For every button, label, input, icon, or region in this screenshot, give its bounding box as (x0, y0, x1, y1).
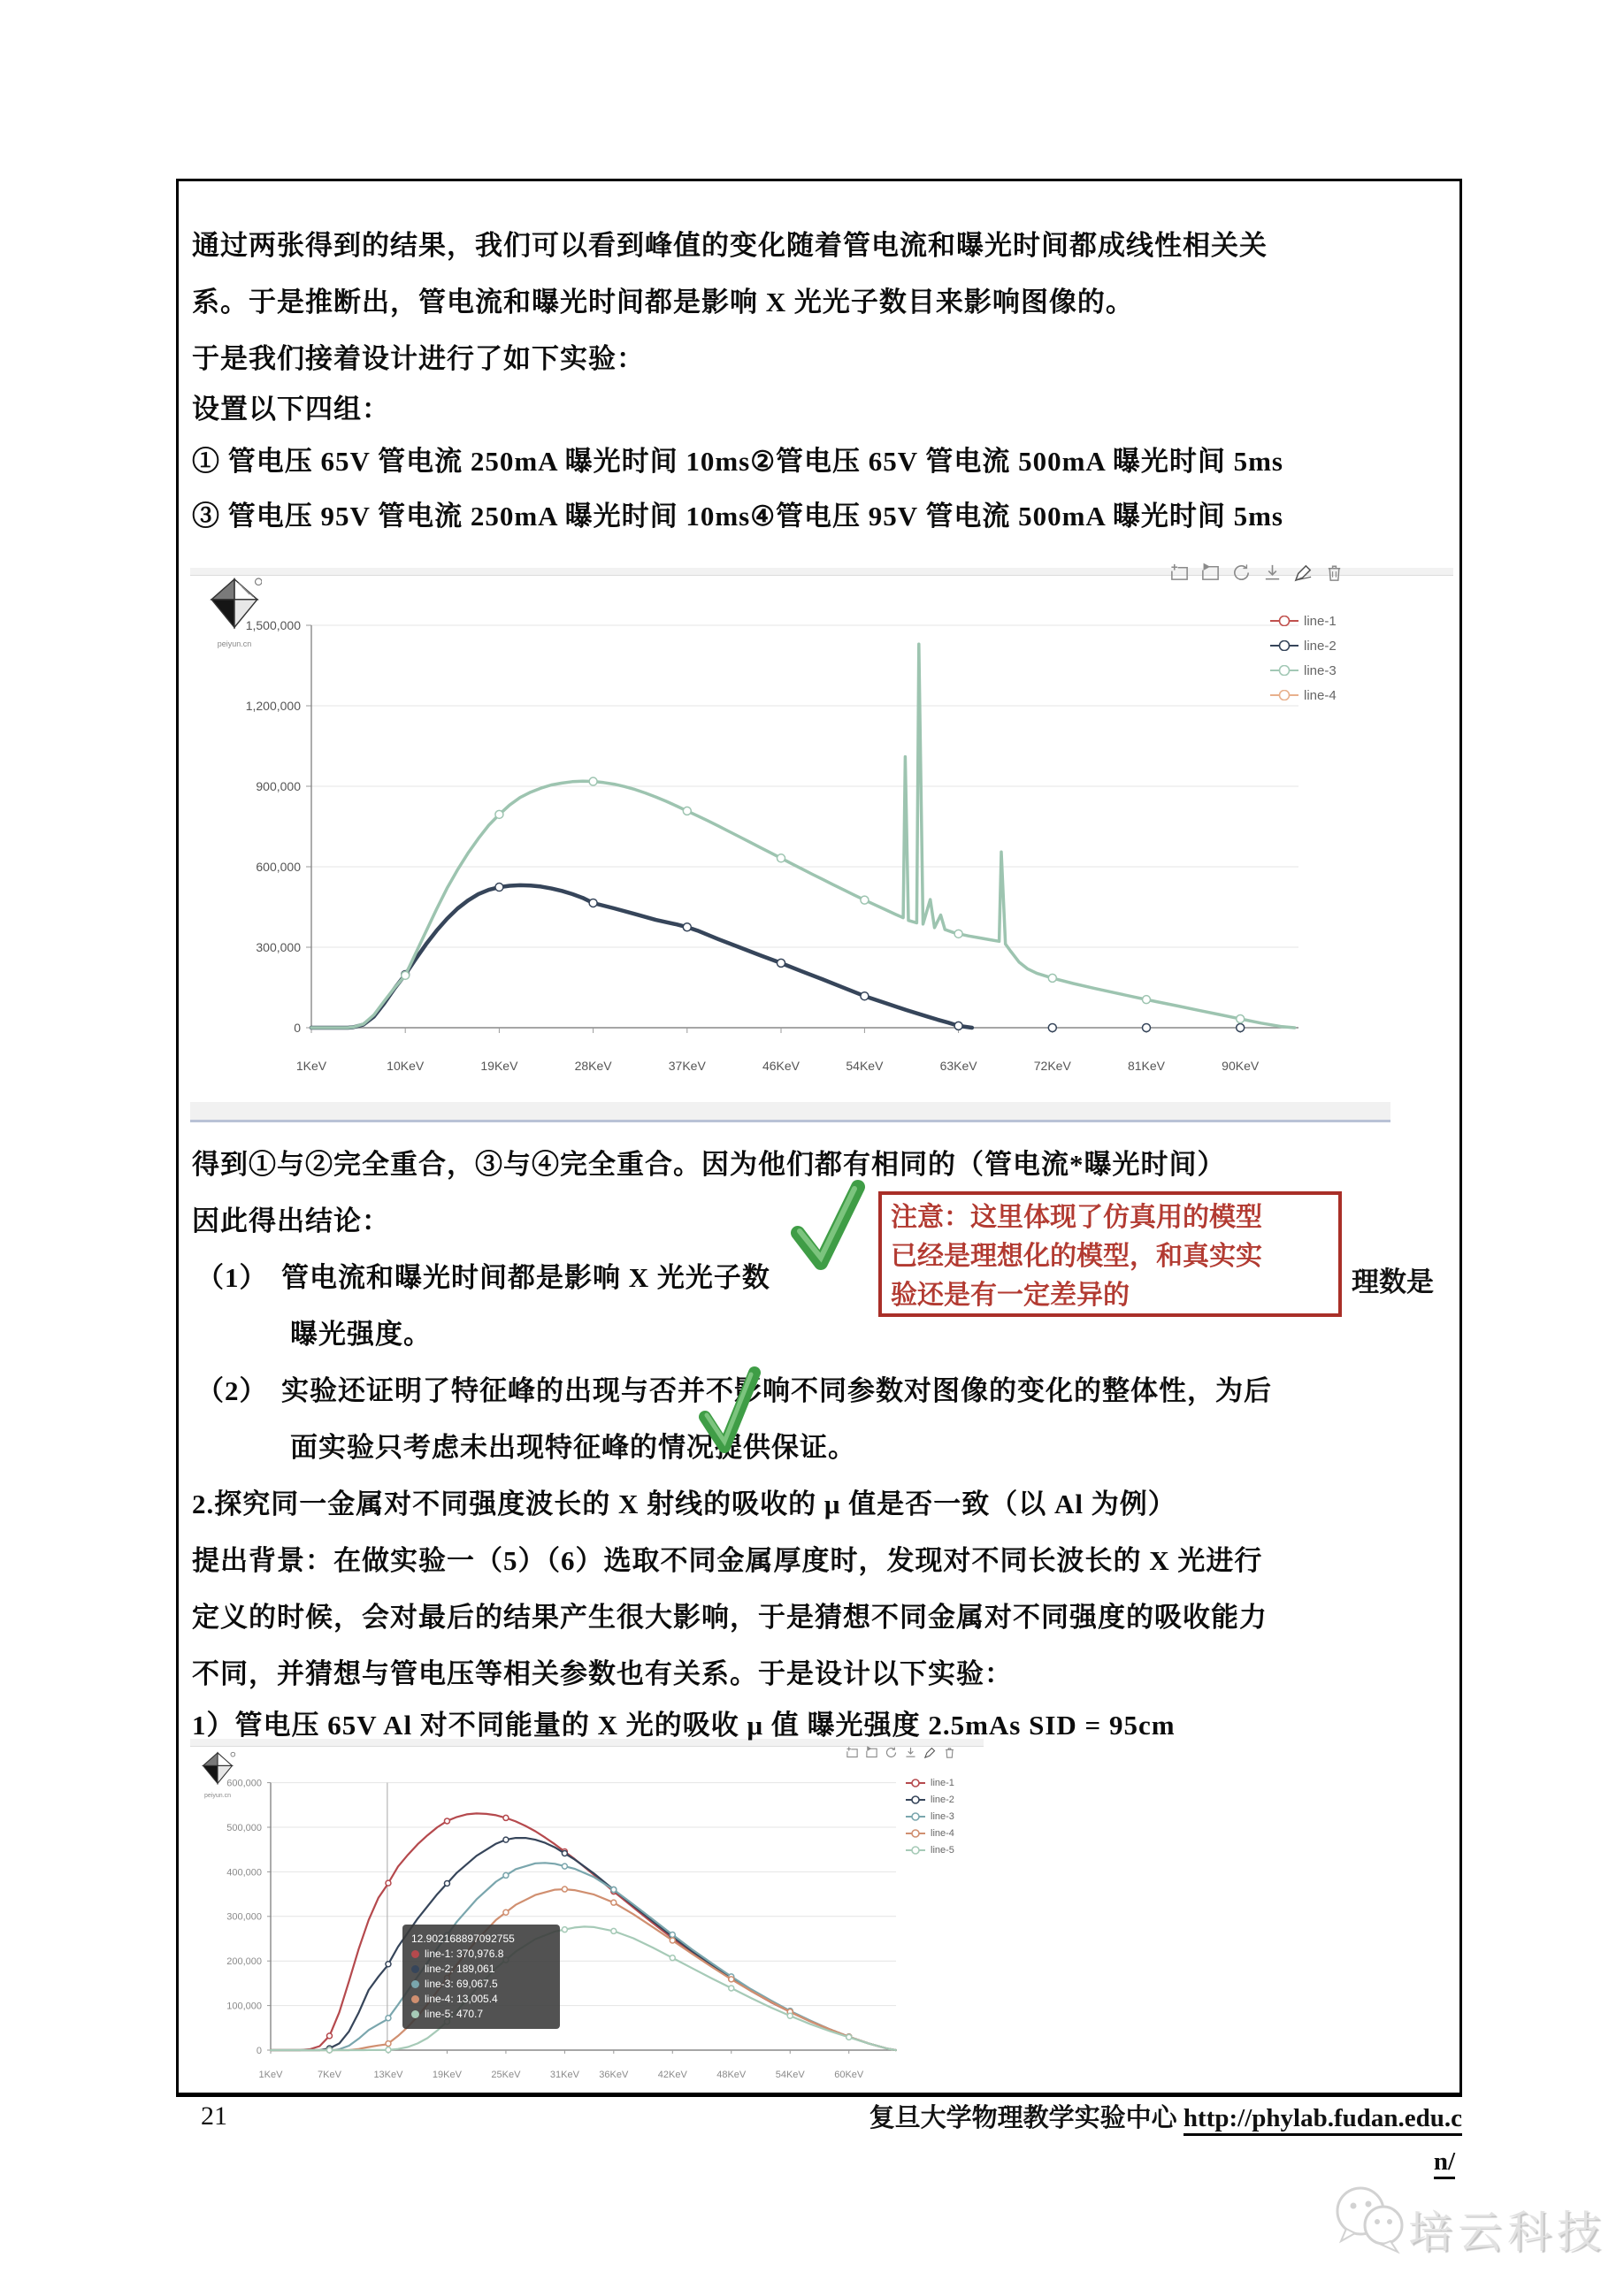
series-marker (562, 1850, 567, 1856)
tooltip-series-dot (411, 1995, 419, 2003)
x-axis-label: 81KeV (1127, 1059, 1166, 1073)
legend-marker-icon (1270, 665, 1298, 676)
series-marker (787, 2013, 793, 2018)
legend-label: line-4 (1304, 687, 1337, 703)
tooltip-series-dot (411, 1980, 419, 1988)
x-axis-label: 13KeV (373, 2070, 403, 2080)
refresh-icon[interactable] (1231, 563, 1252, 587)
chart1-logo (207, 577, 269, 648)
chart1-bottom-scroll-strip[interactable] (190, 1102, 1390, 1122)
tooltip-row (411, 1962, 551, 1977)
legend-marker-icon (1270, 616, 1298, 626)
series-marker (444, 1818, 449, 1824)
series-curve (311, 885, 972, 1028)
edit-pencil-icon[interactable] (923, 1746, 937, 1764)
section-2-heading: 2.探究同一金属对不同强度波长的 X 射线的吸收的 μ 值是否一致（以 Al 为例） (192, 1489, 1176, 1519)
tooltip-row (411, 1992, 551, 2007)
legend-item-line-1[interactable] (906, 1774, 954, 1791)
x-axis-label: 54KeV (846, 1059, 884, 1073)
paragraph-line: 不同，并猜想与管电压等相关参数也有关系。于是设计以下实验： (192, 1658, 1013, 1689)
x-axis-label: 31KeV (549, 2070, 579, 2080)
series-marker (670, 1955, 675, 1961)
legend-marker-icon (906, 1778, 925, 1788)
experiment-2-setup: 1）管电压 65V Al 对不同能量的 X 光的吸收 μ 值 曝光强度 2.5mAs SID = 95cm (192, 1710, 1176, 1741)
list-marker-2: （2） (196, 1375, 268, 1406)
legend-item-line-1[interactable] (1270, 608, 1337, 633)
series-marker (589, 777, 597, 785)
series-marker (386, 1962, 391, 1967)
paragraph-line: 提出背景：在做实验一（5）（6）选取不同金属厚度时，发现对不同长波长的 X 光进行 (192, 1545, 1263, 1576)
x-axis-label: 46KeV (762, 1059, 801, 1073)
legend-item-line-2[interactable] (1270, 633, 1337, 658)
x-axis-label: 42KeV (657, 2070, 687, 2080)
series-marker (611, 1900, 617, 1905)
paragraph-line: 系。于是推断出，管电流和曝光时间都是影响 X 光光子数目来影响图像的。 (192, 287, 1134, 318)
series-marker (562, 1887, 567, 1892)
experiment-group-3-4: ③ 管电压 95V 管电流 250mA 曝光时间 10ms④管电压 95V 管电流 500mA 曝光时间 5ms (192, 501, 1283, 532)
chart2-legend (906, 1774, 954, 1858)
y-axis-label: 400,000 (226, 1867, 262, 1879)
series-marker (562, 1927, 567, 1932)
x-axis-label: 37KeV (668, 1059, 706, 1073)
refresh-icon[interactable] (885, 1746, 898, 1764)
tooltip-series-dot (411, 1950, 419, 1958)
series-marker (1143, 1024, 1151, 1032)
chart2-toolbar (846, 1746, 956, 1764)
series-marker (386, 2047, 391, 2053)
x-axis-label: 63KeV (939, 1059, 977, 1073)
legend-marker-icon (906, 1845, 925, 1856)
legend-item-line-4[interactable] (1270, 683, 1337, 708)
series-marker (444, 1881, 449, 1887)
series-marker (861, 992, 869, 1000)
series-marker (1237, 1024, 1245, 1032)
footer-org: 复旦大学物理教学实验中心 (869, 2104, 1177, 2132)
tooltip-series-value: line-3: 69,067.5 (425, 1978, 498, 1990)
tooltip-series-dot (411, 2010, 419, 2018)
chart1-toolbar (1169, 563, 1344, 587)
legend-label: line-2 (1304, 638, 1337, 654)
series-marker (562, 1864, 567, 1869)
y-axis-label: 500,000 (226, 1822, 262, 1833)
series-marker (503, 1837, 509, 1842)
x-axis-label: 72KeV (1033, 1059, 1071, 1073)
legend-marker-icon (906, 1828, 925, 1839)
x-axis-label: 10KeV (387, 1059, 425, 1073)
watermark-brand: 培云科技 (1408, 2208, 1606, 2257)
tooltip-series-dot (411, 1965, 419, 1973)
series-marker (861, 896, 869, 904)
paragraph-line: 得到①与②完全重合，③与④完全重合。因为他们都有相同的（管电流*曝光时间） (192, 1149, 1226, 1180)
y-axis-label: 1,500,000 (245, 617, 301, 632)
x-axis-label: 54KeV (775, 2070, 805, 2080)
annotation-note-box (878, 1191, 1342, 1317)
series-marker (495, 810, 503, 818)
y-axis-label: 0 (294, 1020, 301, 1035)
legend-marker-icon (906, 1795, 925, 1805)
legend-item-line-3[interactable] (1270, 658, 1337, 683)
series-marker (326, 2047, 332, 2053)
trash-icon[interactable] (943, 1746, 956, 1764)
paragraph-line: 面实验只考虑未出现特征峰的情况提供保证。 (290, 1432, 856, 1463)
conclusion-2-text: 实验还证明了特征峰的出现与否并不影响不同参数对图像的变化的整体性，为后 (281, 1375, 1272, 1406)
series-marker (954, 930, 962, 938)
gem-logo-icon (207, 577, 262, 635)
chart1-logo-caption: peiyun.cn (217, 639, 252, 648)
y-axis-label: 600,000 (226, 1778, 262, 1789)
series-curve (271, 1813, 896, 2050)
legend-item-line-3[interactable] (906, 1808, 954, 1825)
x-axis-label: 60KeV (834, 2070, 864, 2080)
legend-label: line-3 (1304, 662, 1337, 678)
chart2-logo-caption: peiyun.cn (204, 1793, 231, 1799)
legend-marker-icon (1270, 640, 1298, 651)
x-axis-label: 1KeV (258, 2070, 283, 2080)
series-marker (386, 2041, 391, 2047)
download-icon[interactable] (904, 1746, 917, 1764)
y-axis-label: 1,200,000 (245, 698, 301, 713)
y-axis-label: 300,000 (226, 1911, 262, 1923)
chart1-legend (1270, 608, 1337, 708)
x-axis-label: 36KeV (599, 2070, 629, 2080)
series-curve (271, 1889, 896, 2050)
legend-label: line-2 (931, 1794, 954, 1805)
y-axis-label: 100,000 (226, 2001, 262, 2012)
legend-item-line-4[interactable] (906, 1825, 954, 1841)
chart2-tooltip (402, 1925, 560, 2029)
series-marker (1237, 1014, 1245, 1022)
x-axis-label: 1KeV (295, 1059, 327, 1073)
series-marker (729, 1977, 734, 1982)
series-marker (1048, 1024, 1056, 1032)
zoom-select-icon[interactable] (1169, 563, 1190, 587)
x-axis-label: 90KeV (1222, 1059, 1260, 1073)
covered-text-fragment: 理数是 (1352, 1267, 1434, 1297)
series-marker (778, 959, 785, 967)
series-marker (589, 899, 597, 907)
tooltip-series-value: line-5: 470.7 (425, 2008, 484, 2020)
edit-pencil-icon[interactable] (1293, 563, 1314, 587)
legend-label: line-4 (931, 1827, 954, 1839)
legend-label: line-1 (931, 1777, 954, 1788)
x-axis-label: 28KeV (574, 1059, 612, 1073)
experiment-group-1-2: ① 管电压 65V 管电流 250mA 曝光时间 10ms②管电压 65V 管电流 500mA 曝光时间 5ms (192, 446, 1283, 477)
y-axis-label: 300,000 (256, 939, 301, 954)
series-marker (386, 2016, 391, 2021)
series-marker (503, 1815, 509, 1820)
tooltip-row (411, 1977, 551, 1992)
paragraph-line: 因此得出结论： (192, 1205, 390, 1236)
series-marker (611, 1928, 617, 1933)
legend-marker-icon (1270, 690, 1298, 700)
x-axis-label: 48KeV (716, 2070, 747, 2080)
series-marker (495, 884, 503, 892)
footer-url-link-wrap[interactable]: n/ (1434, 2147, 1455, 2179)
series-marker (386, 1880, 391, 1886)
legend-label: line-3 (931, 1810, 954, 1822)
series-curve (271, 1863, 896, 2050)
legend-item-line-5[interactable] (906, 1841, 954, 1858)
paragraph-line: 设置以下四组： (192, 394, 390, 425)
series-marker (683, 807, 691, 815)
series-marker (670, 1938, 675, 1943)
list-marker-1: （1） (196, 1262, 268, 1293)
paragraph-line: 定义的时候，会对最后的结果产生很大影响，于是猜想不同金属对不同强度的吸收能力 (192, 1602, 1268, 1633)
legend-marker-icon (906, 1811, 925, 1822)
series-curve (271, 1926, 896, 2050)
series-marker (326, 2033, 332, 2039)
series-marker (846, 2034, 852, 2040)
series-marker (402, 971, 410, 979)
annotation-line: 验还是有一定差异的 (891, 1281, 1130, 1310)
series-marker (670, 1932, 675, 1937)
x-axis-label: 19KeV (480, 1059, 518, 1073)
y-axis-label: 600,000 (256, 859, 301, 874)
series-marker (503, 1872, 509, 1878)
tooltip-series-value: line-4: 13,005.4 (425, 1993, 498, 2005)
annotation-line: 已经是理想化的模型，和真实实 (891, 1242, 1262, 1271)
zoom-reset-icon[interactable] (1200, 563, 1221, 587)
zoom-reset-icon[interactable] (865, 1746, 878, 1764)
green-checkmark-icon (785, 1175, 869, 1279)
series-marker (1143, 996, 1151, 1004)
tooltip-row (411, 2007, 551, 2022)
series-marker (611, 1887, 617, 1893)
series-marker (954, 1022, 962, 1029)
x-axis-label: 25KeV (491, 2070, 521, 2080)
paragraph-line: 于是我们接着设计进行了如下实验： (192, 343, 645, 374)
zoom-select-icon[interactable] (846, 1746, 859, 1764)
y-axis-label: 0 (256, 2045, 262, 2056)
series-marker (683, 923, 691, 931)
download-icon[interactable] (1262, 563, 1283, 587)
page-number: 21 (201, 2101, 227, 2131)
x-axis-label: 19KeV (432, 2070, 462, 2080)
footer-url-link[interactable]: http://phylab.fudan.edu.c (1184, 2104, 1462, 2136)
legend-label: line-1 (1304, 613, 1337, 629)
tooltip-series-value: line-1: 370,976.8 (425, 1948, 504, 1960)
legend-item-line-2[interactable] (906, 1791, 954, 1808)
paragraph-line: 曝光强度。 (290, 1319, 432, 1350)
series-marker (778, 854, 785, 862)
tooltip-row (411, 1947, 551, 1962)
gem-logo-icon (200, 1751, 235, 1788)
conclusion-1-text: 管电流和曝光时间都是影响 X 光光子数 (281, 1262, 770, 1293)
x-axis-label: 7KeV (318, 2070, 341, 2080)
chart2-logo (200, 1751, 241, 1799)
series-marker (729, 1986, 734, 1991)
wechat-bubbles-icon (1332, 2185, 1410, 2259)
green-checkmark-icon (694, 1362, 765, 1459)
trash-icon[interactable] (1324, 563, 1344, 587)
series-marker (1048, 974, 1056, 982)
annotation-line: 注意：这里体现了仿真用的模型 (891, 1203, 1262, 1232)
y-axis-label: 900,000 (256, 778, 301, 793)
tooltip-title: 12.902168897092755 (411, 1932, 515, 1945)
paragraph-line: 通过两张得到的结果，我们可以看到峰值的变化随着管电流和曝光时间都成线性相关关 (192, 230, 1268, 261)
series-marker (503, 1910, 509, 1915)
tooltip-series-value: line-2: 189,061 (425, 1963, 495, 1975)
y-axis-label: 200,000 (226, 1956, 262, 1968)
legend-label: line-5 (931, 1844, 954, 1856)
